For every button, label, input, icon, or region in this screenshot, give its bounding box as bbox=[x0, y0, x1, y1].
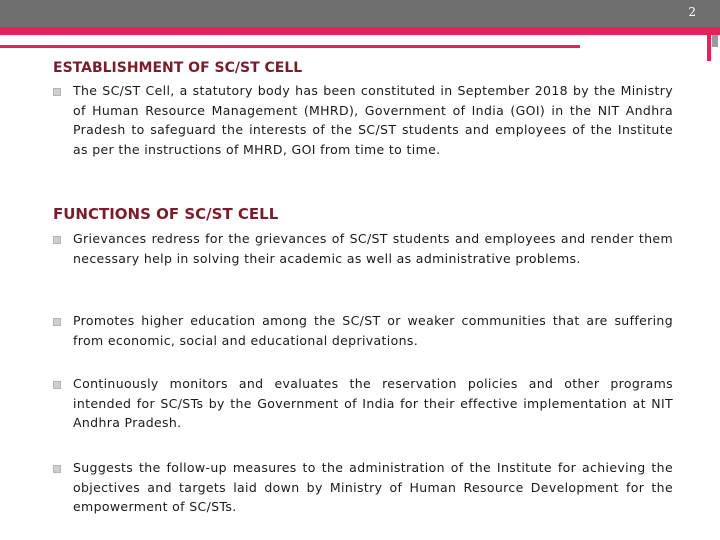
bullet-function-3 bbox=[53, 374, 673, 433]
title-underline bbox=[0, 45, 580, 48]
bullet-text: Grievances redress for the grievances of SC/ST students and employees and render them necessary help in solving their academic as well as administrative problems. bbox=[73, 231, 673, 266]
bullet-establishment bbox=[53, 81, 673, 159]
bullet-function-2 bbox=[53, 311, 673, 350]
bullet-function-1 bbox=[53, 229, 673, 268]
page-number: 2 bbox=[688, 5, 696, 19]
accent-bar bbox=[0, 27, 720, 35]
bullet-square-icon bbox=[53, 465, 61, 473]
bullet-square-icon bbox=[53, 236, 61, 244]
bullet-square-icon bbox=[53, 88, 61, 96]
bullet-function-4 bbox=[53, 458, 673, 517]
vertical-gray-block bbox=[712, 35, 718, 47]
header-band bbox=[0, 0, 720, 27]
bullet-square-icon bbox=[53, 318, 61, 326]
heading-functions: FUNCTIONS OF SC/ST CELL bbox=[53, 205, 279, 223]
heading-establishment: ESTABLISHMENT OF SC/ST CELL bbox=[53, 60, 303, 76]
bullet-text: The SC/ST Cell, a statutory body has been constituted in September 2018 by the Ministry of Human Resource Management (MHRD), Government of India (GOI) in the NIT Andhra Pradesh to safeguard the interests of the SC/ST students and employees of the Institute as per the instructions of MHRD, GOI from time to time. bbox=[73, 83, 673, 157]
bullet-square-icon bbox=[53, 381, 61, 389]
bullet-text: Suggests the follow-up measures to the administration of the Institute for achieving the objectives and targets laid down by Ministry of Human Resource Development for the empowerment of SC/STs. bbox=[73, 460, 673, 514]
bullet-text: Continuously monitors and evaluates the reservation policies and other programs intended for SC/STs by the Government of India for their effective implementation at NIT Andhra Pradesh. bbox=[73, 376, 673, 430]
vertical-accent bbox=[707, 27, 711, 61]
bullet-text: Promotes higher education among the SC/ST or weaker communities that are suffering from economic, social and educational deprivations. bbox=[73, 313, 673, 348]
